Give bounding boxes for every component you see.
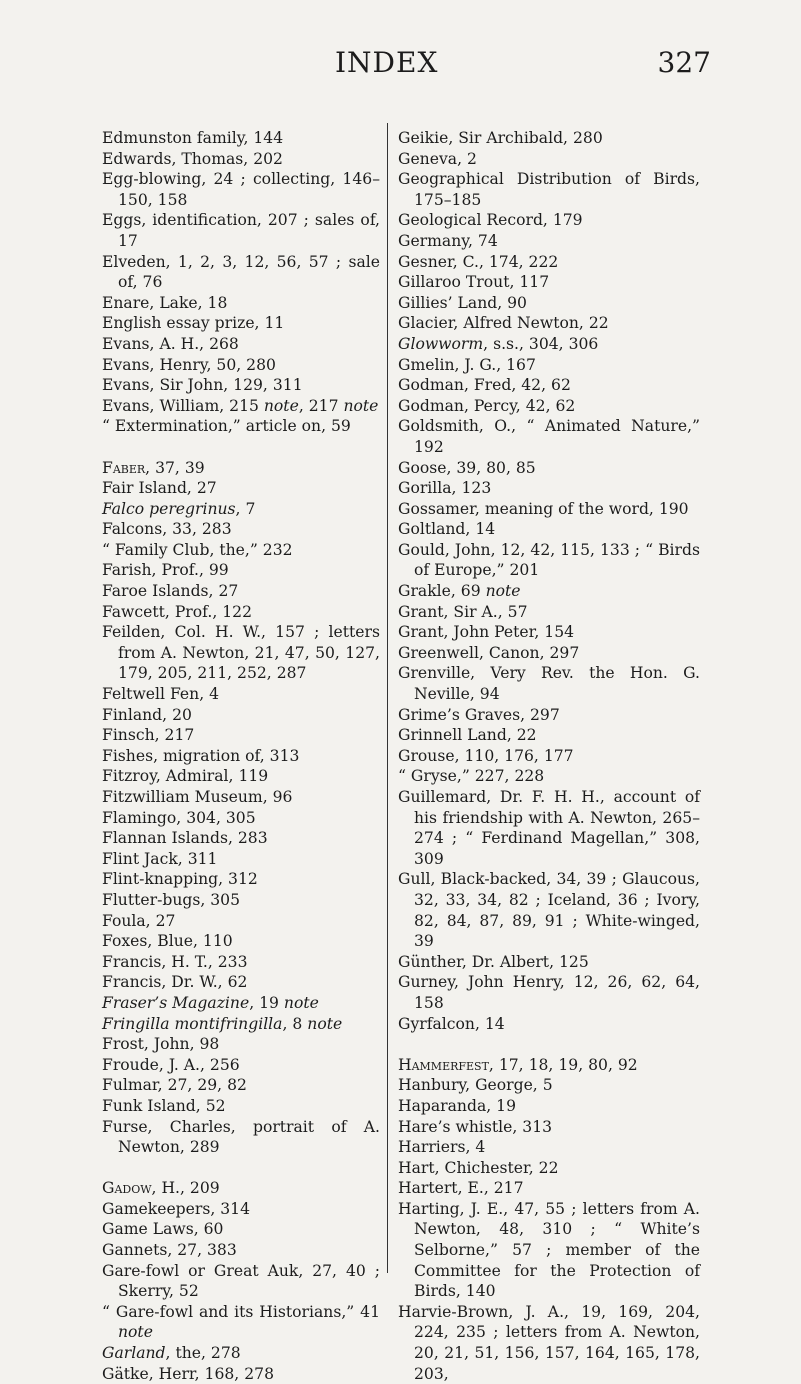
index-entry: Harriers, 4 <box>398 1138 486 1157</box>
index-entry: Falcons, 33, 283 <box>102 520 232 539</box>
index-entry: Fulmar, 27, 29, 82 <box>102 1076 247 1095</box>
index-entry: Fitzwilliam Museum, 96 <box>102 788 293 806</box>
index-entry: Fraser’s Magazine, 19 note <box>102 993 319 1012</box>
index-entry: “ Gryse,” 227, 228 <box>398 767 545 786</box>
index-entry: Goose, 39, 80, 85 <box>398 458 536 477</box>
index-entry: Harting, J. E., 47, 55 ; letters from A. Newton, 48, 310 ; “ White’s Selborne,” 57 ; member of the Committee for the Protection of Birds, 140 <box>398 1199 700 1301</box>
index-entry: Fishes, migration of, 313 <box>102 746 300 765</box>
index-entry: Gurney, John Henry, 12, 26, 62, 64, 158 <box>398 973 700 1012</box>
index-entry: Edmunston family, 144 <box>102 129 284 147</box>
index-entry: Flamingo, 304, 305 <box>102 808 256 827</box>
index-entry: Farish, Prof., 99 <box>102 561 229 580</box>
index-entry: Enare, Lake, 18 <box>102 293 228 312</box>
index-column-right <box>398 128 700 1384</box>
index-entry: Fringilla montifringilla, 8 note <box>102 1014 343 1033</box>
index-entry: Gillaroo Trout, 117 <box>398 273 550 292</box>
index-entry: Geikie, Sir Archibald, 280 <box>398 129 603 147</box>
index-entry: Hanbury, George, 5 <box>398 1076 553 1095</box>
index-entry: Gamekeepers, 314 <box>102 1199 251 1218</box>
index-entry: Fitzroy, Admiral, 119 <box>102 767 269 786</box>
index-entry: Geneva, 2 <box>398 149 477 168</box>
index-entry: Gillies’ Land, 90 <box>398 293 527 312</box>
index-entry: Evans, William, 215 note, 217 note <box>102 396 379 415</box>
index-entry: Gadow, H., 209 <box>102 1179 220 1198</box>
index-entry: Guillemard, Dr. F. H. H., account of his friendship with A. Newton, 265–274 ; “ Ferdinand Magellan,” 308, 309 <box>398 788 700 868</box>
running-title: INDEX <box>335 46 439 79</box>
index-entry: Faroe Islands, 27 <box>102 582 239 601</box>
index-entry: Gull, Black-backed, 34, 39 ; Glaucous, 32, 33, 34, 82 ; Iceland, 36 ; Ivory, 82, 84, 87, 89, 91 ; White-winged, 39 <box>398 870 700 951</box>
index-entry: Haparanda, 19 <box>398 1096 517 1115</box>
index-entry: Faber, 37, 39 <box>102 458 205 477</box>
index-entry: Flannan Islands, 283 <box>102 829 268 848</box>
index-entry: Grinnell Land, 22 <box>398 726 537 745</box>
index-entry: Harvie-Brown, J. A., 19, 169, 204, 224, 235 ; letters from A. Newton, 20, 21, 51, 156, 157, 164, 165, 178, 203, <box>398 1302 700 1383</box>
index-entry: Francis, H. T., 233 <box>102 952 248 971</box>
index-entry: Feilden, Col. H. W., 157 ; letters from A. Newton, 21, 47, 50, 127, 179, 205, 211, 252, 287 <box>102 623 380 683</box>
index-entry: Froude, J. A., 256 <box>102 1055 240 1074</box>
index-entry: Hartert, E., 217 <box>398 1179 524 1198</box>
index-entry: Gare-fowl or Great Auk, 27, 40 ; Skerry, 52 <box>102 1261 380 1301</box>
section-gap <box>398 1034 700 1055</box>
index-entry: Grenville, Very Rev. the Hon. G. Neville, 94 <box>398 664 700 704</box>
index-entry: Elveden, 1, 2, 3, 12, 56, 57 ; sale of, 76 <box>102 252 380 292</box>
index-entry: Gmelin, J. G., 167 <box>398 355 536 374</box>
section-gap <box>102 437 380 458</box>
index-entry: Germany, 74 <box>398 231 498 250</box>
index-entry: “ Family Club, the,” 232 <box>102 540 293 559</box>
index-entry: Grakle, 69 note <box>398 582 521 601</box>
index-entry: Finland, 20 <box>102 705 192 724</box>
index-entry: Evans, Sir John, 129, 311 <box>102 376 303 395</box>
index-entry: Fair Island, 27 <box>102 479 217 498</box>
index-entry: Grant, Sir A., 57 <box>398 602 528 621</box>
index-entry: “ Extermination,” article on, 59 <box>102 417 351 436</box>
index-entry: Flint-knapping, 312 <box>102 870 258 889</box>
index-entry: Godman, Percy, 42, 62 <box>398 396 576 415</box>
section-gap <box>102 1158 380 1179</box>
index-entry: Greenwell, Canon, 297 <box>398 643 580 662</box>
index-entry: Geographical Distribution of Birds, 175–185 <box>398 170 700 209</box>
index-entry: Glacier, Alfred Newton, 22 <box>398 314 609 333</box>
index-entry: Gould, John, 12, 42, 115, 133 ; “ Birds of Europe,” 201 <box>398 540 700 580</box>
column-divider <box>387 123 388 1273</box>
index-entry: Funk Island, 52 <box>102 1096 226 1115</box>
index-entry: Gesner, C., 174, 222 <box>398 252 559 271</box>
index-entry: Gätke, Herr, 168, 278 <box>102 1364 274 1383</box>
index-entry: Flint Jack, 311 <box>102 849 218 868</box>
index-entry: “ Gare-fowl and its Historians,” 41 note <box>102 1302 380 1342</box>
index-entry: Goltland, 14 <box>398 520 496 539</box>
index-entry: Feltwell Fen, 4 <box>102 685 220 704</box>
index-entry: Godman, Fred, 42, 62 <box>398 376 571 395</box>
index-entry: Foxes, Blue, 110 <box>102 932 233 951</box>
index-entry: Gorilla, 123 <box>398 479 492 498</box>
index-entry: Gossamer, meaning of the word, 190 <box>398 499 689 518</box>
index-entry: Fawcett, Prof., 122 <box>102 602 252 621</box>
index-column-left <box>102 128 380 1384</box>
index-entry: Günther, Dr. Albert, 125 <box>398 952 589 971</box>
index-entry: English essay prize, 11 <box>102 314 285 333</box>
page-header <box>0 46 801 96</box>
index-entry: Furse, Charles, portrait of A. Newton, 289 <box>102 1117 380 1157</box>
index-entry: Grouse, 110, 176, 177 <box>398 746 574 765</box>
index-entry: Evans, Henry, 50, 280 <box>102 355 276 374</box>
index-entry: Hart, Chichester, 22 <box>398 1158 559 1177</box>
index-entry: Garland, the, 278 <box>102 1344 241 1363</box>
index-entry: Gyrfalcon, 14 <box>398 1014 505 1033</box>
index-entry: Eggs, identification, 207 ; sales of, 17 <box>102 211 380 250</box>
index-entry: Gannets, 27, 383 <box>102 1241 237 1260</box>
index-entry: Goldsmith, O., “ Animated Nature,” 192 <box>398 417 700 456</box>
index-entry: Glowworm, s.s., 304, 306 <box>398 334 599 353</box>
index-entry: Hare’s whistle, 313 <box>398 1117 553 1136</box>
page-number: 327 <box>657 46 711 79</box>
index-entry: Francis, Dr. W., 62 <box>102 973 248 992</box>
index-entry: Hammerfest, 17, 18, 19, 80, 92 <box>398 1055 638 1074</box>
index-entry: Frost, John, 98 <box>102 1035 220 1054</box>
index-entry: Grime’s Graves, 297 <box>398 705 560 724</box>
index-entry: Game Laws, 60 <box>102 1220 224 1239</box>
index-entry: Edwards, Thomas, 202 <box>102 149 283 168</box>
index-entry: Grant, John Peter, 154 <box>398 623 575 642</box>
index-entry: Falco peregrinus, 7 <box>102 499 256 518</box>
index-entry: Evans, A. H., 268 <box>102 334 239 353</box>
index-entry: Foula, 27 <box>102 911 176 930</box>
index-entry: Geological Record, 179 <box>398 211 583 230</box>
index-entry: Finsch, 217 <box>102 726 195 745</box>
index-entry: Flutter-bugs, 305 <box>102 890 241 909</box>
index-entry: Egg-blowing, 24 ; collecting, 146–150, 158 <box>102 170 380 209</box>
